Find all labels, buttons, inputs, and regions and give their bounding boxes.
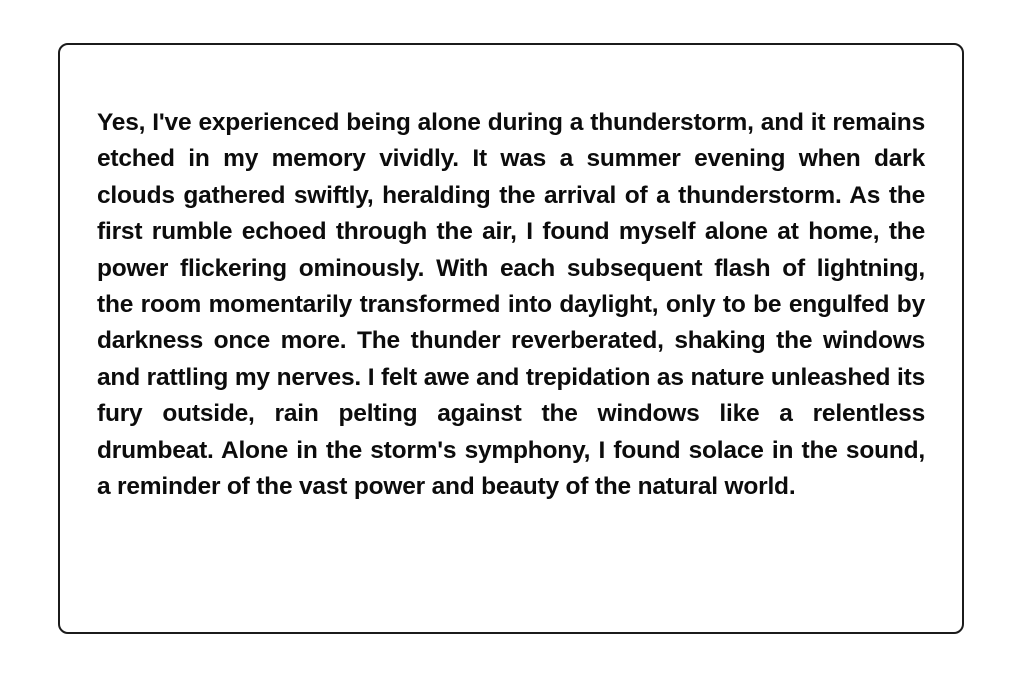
card-paragraph: Yes, I've experienced being alone during a thunderstorm, and it remains etched in my memory vividly. It was a summer evening when dark clouds gathered swiftly, heralding the arrival of a thunderstorm. As the first rumble echoed through the air, I found myself alone at home, the power flickering ominously. With each subsequent flash of lightning, the room momentarily transformed into daylight, only to be engulfed by darkness once more. The thunder reverberated, shaking the windows and rattling my nerves. I felt awe and trepidation as nature unleashed its fury outside, rain pelting against the windows like a relentless drumbeat. Alone in the storm's symphony, I found solace in the sound, a reminder of the vast power and beauty of the natural world. <box>97 109 925 501</box>
text-card <box>58 43 964 634</box>
